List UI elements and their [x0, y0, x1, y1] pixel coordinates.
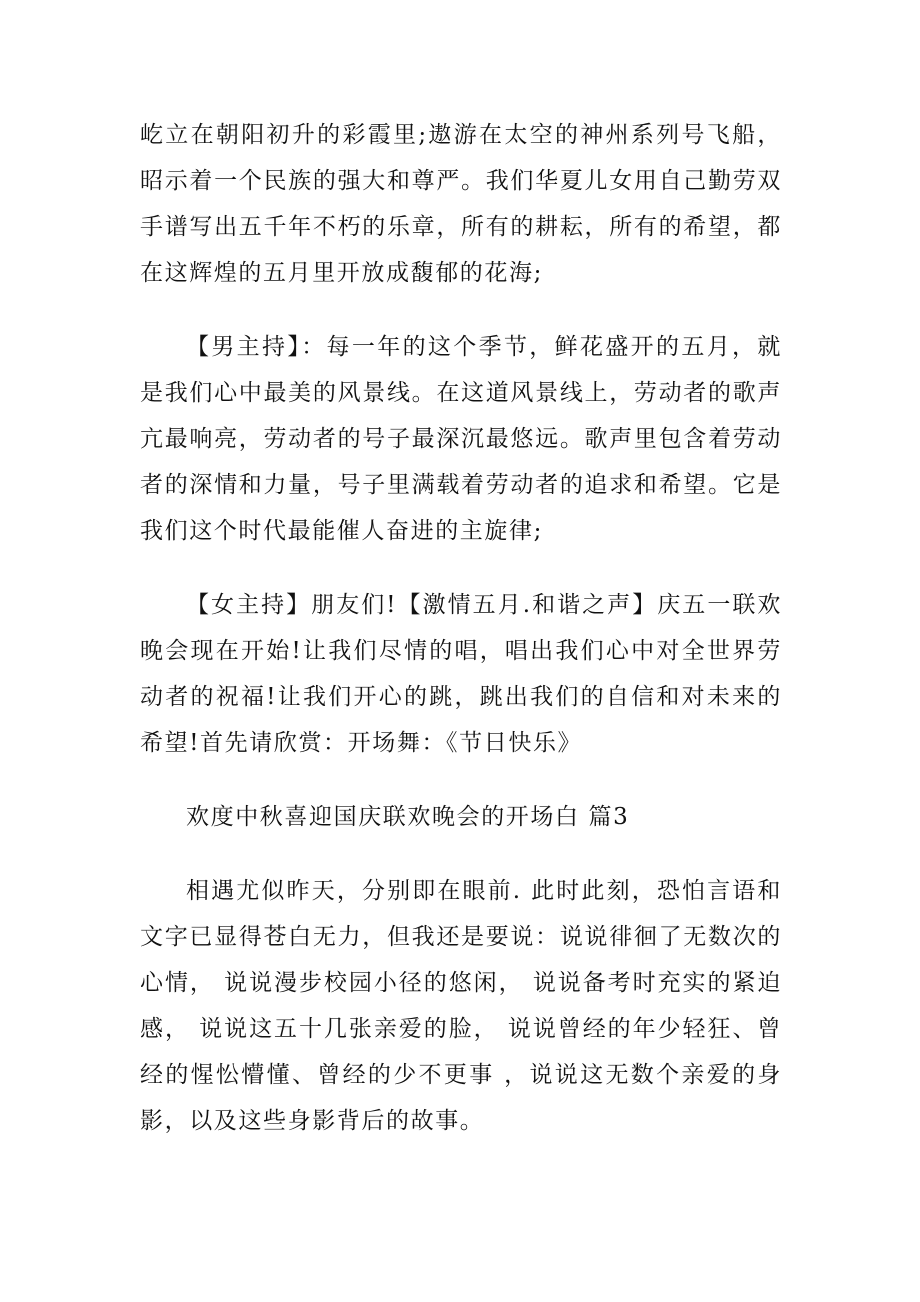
paragraph-opening: 屹立在朝阳初升的彩霞里;遨游在太空的神州系列号飞船，昭示着一个民族的强大和尊严。我们华夏儿女用自己勤劳双手谱写出五千年不朽的乐章，所有的耕耘，所有的希望，都在这辉煌的五月里开放成馥郁的花海;: [140, 122, 782, 286]
section-heading: 欢度中秋喜迎国庆联欢晚会的开场白 篇3: [186, 804, 630, 830]
paragraph-male-host: 【男主持】：每一年的这个季节，鲜花盛开的五月，就是我们心中最美的风景线。在这道风景线上，劳动者的歌声亢最响亮，劳动者的号子最深沉最悠远。歌声里包含着劳动者的深情和力量，号子里满载着劳动者的追求和希望。它是我们这个时代最能催人奋进的主旋律;: [140, 334, 782, 544]
paragraph-female-host: 【女主持】朋友们!【激情五月.和谐之声】庆五一联欢晚会现在开始!让我们尽情的唱，唱出我们心中对全世界劳动者的祝福!让我们开心的跳，跳出我们的自信和对未来的希望!首先请欣赏：开场舞：《节日快乐》: [140, 592, 782, 756]
paragraph-farewell: 相遇尤似昨天，分别即在眼前. 此时此刻，恐怕言语和文字已显得苍白无力，但我还是要说：说说徘徊了无数次的心情， 说说漫步校园小径的悠闲， 说说备考时充实的紧迫感， 说说这五十几张亲爱的脸， 说说曾经的年少轻狂、曾经的惺忪懵懂、曾经的少不更事 ，说说这无数个亲爱的身影，以及这些身影背后的故事。: [140, 878, 782, 1134]
document-body: [140, 112, 782, 1172]
